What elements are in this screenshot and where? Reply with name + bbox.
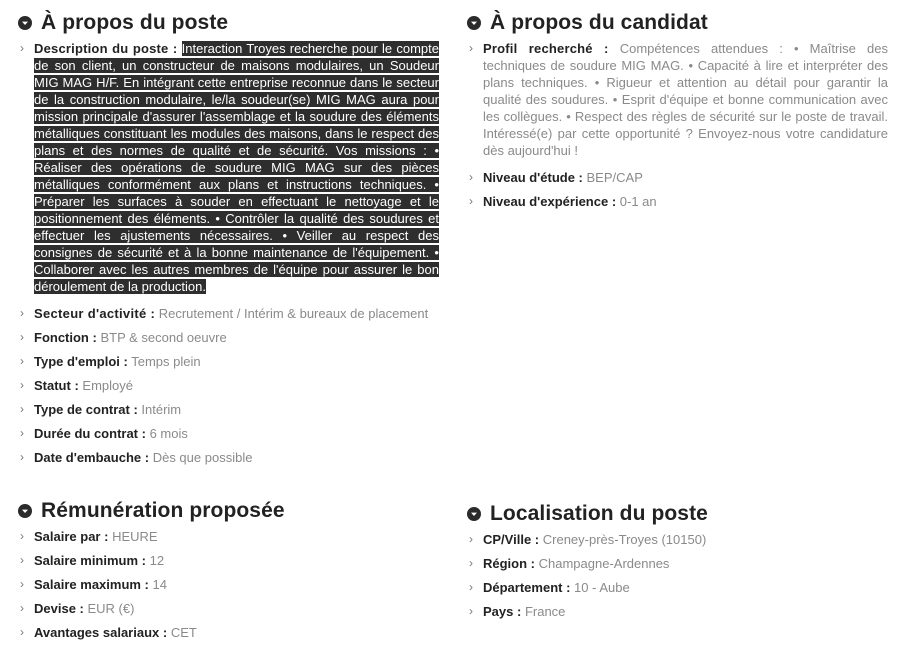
field-value-duree-contrat: 6 mois <box>149 426 188 441</box>
chevron-right-icon: › <box>20 426 24 440</box>
left-column <box>0 0 449 648</box>
field-label-region: Région : <box>483 556 535 571</box>
field-label-type-emploi: Type d'emploi : <box>34 354 128 369</box>
chevron-right-icon: › <box>20 553 24 567</box>
field-value-salaire-par: HEURE <box>112 529 158 544</box>
field-cp-ville <box>467 531 888 548</box>
chevron-right-icon: › <box>20 529 24 543</box>
caret-down-icon[interactable] <box>467 507 481 521</box>
chevron-right-icon: › <box>20 402 24 416</box>
field-fonction <box>18 329 439 346</box>
field-duree-contrat <box>18 425 439 442</box>
chevron-right-icon: › <box>20 330 24 344</box>
field-value-description[interactable]: Interaction Troyes recherche pour le compte de son client, un constructeur de maisons modulaires, un Soudeur MIG MAG H/F. En intégrant cette entreprise reconnue dans le secteur de la construction modulaire, le/la soudeur(se) MIG MAG aura pour mission principale d'assurer l'assemblage et la soudure des éléments métalliques constituant les modules des maisons, dans le respect des plans et des normes de qualité et de sécurité. Vos missions : • Réaliser des opérations de soudure MIG MAG sur des pièces métalliques conformément aux plans et instructions techniques. • Préparer les surfaces à souder en effectuant le nettoyage et le positionnement des éléments. • Contrôler la qualité des soudures et effectuer les ajustements nécessaires. • Veiller au respect des consignes de sécurité et à la bonne maintenance de l'équipement. • Collaborer avec les autres membres de l'équipe pour assurer le bon déroulement de la production. <box>34 41 439 294</box>
right-column <box>449 0 898 648</box>
field-value-profil-recherche: Compétences attendues : • Maîtrise des techniques de soudure MIG MAG. • Capacité à lire et interpréter des plans techniques. • Rigueur et attention au détail pour garantir la qualité des soudures. • Esprit d'équipe et bonne communication avec les collègues. • Respect des règles de sécurité sur le poste de travail. Intéressé(e) par cette opportunité ? Envoyez-nous votre candidature dès aujourd'hui ! <box>483 41 888 158</box>
field-label-description: Description du poste : <box>34 41 178 56</box>
field-label-profil-recherche: Profil recherché : <box>483 41 609 56</box>
field-label-avantages-salariaux: Avantages salariaux : <box>34 625 168 640</box>
section-header-location[interactable] <box>467 491 888 531</box>
field-departement <box>467 579 888 596</box>
field-label-secteur-activite: Secteur d'activité : <box>34 306 156 321</box>
field-value-type-contrat: Intérim <box>141 402 182 417</box>
field-region <box>467 555 888 572</box>
section-header-salary[interactable] <box>18 488 439 528</box>
section-header-job-about[interactable] <box>18 0 439 40</box>
field-label-cp-ville: CP/Ville : <box>483 532 540 547</box>
field-salaire-par <box>18 528 439 545</box>
field-label-duree-contrat: Durée du contrat : <box>34 426 146 441</box>
caret-down-icon[interactable] <box>18 504 32 518</box>
chevron-right-icon: › <box>469 170 473 184</box>
field-value-fonction: BTP & second oeuvre <box>100 330 227 345</box>
chevron-right-icon: › <box>20 306 24 320</box>
field-secteur-activite <box>18 305 439 322</box>
chevron-right-icon: › <box>20 41 24 55</box>
field-date-embauche <box>18 449 439 466</box>
field-niveau-experience <box>467 193 888 210</box>
field-value-cp-ville: Creney-près-Troyes (10150) <box>542 532 707 547</box>
chevron-right-icon: › <box>20 577 24 591</box>
field-label-departement: Département : <box>483 580 571 595</box>
field-value-departement: 10 - Aube <box>574 580 630 595</box>
section-job-about <box>18 0 439 466</box>
section-header-candidate-about[interactable] <box>467 0 888 40</box>
field-value-niveau-experience: 0-1 an <box>619 194 657 209</box>
field-devise <box>18 600 439 617</box>
field-type-emploi <box>18 353 439 370</box>
field-value-pays: France <box>524 604 566 619</box>
section-title-salary: Rémunération proposée <box>41 499 285 522</box>
chevron-right-icon: › <box>20 601 24 615</box>
field-label-fonction: Fonction : <box>34 330 97 345</box>
section-candidate-about <box>467 0 888 210</box>
field-value-devise: EUR (€) <box>87 601 135 616</box>
field-salaire-maximum <box>18 576 439 593</box>
chevron-right-icon: › <box>20 378 24 392</box>
field-value-avantages-salariaux: CET <box>170 625 197 640</box>
section-salary <box>18 488 439 641</box>
field-value-niveau-etude: BEP/CAP <box>586 170 643 185</box>
section-title-job-about: À propos du poste <box>41 11 229 34</box>
field-label-niveau-etude: Niveau d'étude : <box>483 170 583 185</box>
field-profil-recherche <box>467 40 888 159</box>
field-statut <box>18 377 439 394</box>
field-label-statut: Statut : <box>34 378 79 393</box>
chevron-right-icon: › <box>20 625 24 639</box>
chevron-right-icon: › <box>20 450 24 464</box>
field-label-salaire-maximum: Salaire maximum : <box>34 577 149 592</box>
field-value-type-emploi: Temps plein <box>131 354 201 369</box>
field-value-salaire-minimum: 12 <box>149 553 165 568</box>
field-value-region: Champagne-Ardennes <box>538 556 670 571</box>
field-label-niveau-experience: Niveau d'expérience : <box>483 194 617 209</box>
chevron-right-icon: › <box>469 604 473 618</box>
chevron-right-icon: › <box>20 354 24 368</box>
field-salaire-minimum <box>18 552 439 569</box>
field-label-pays: Pays : <box>483 604 522 619</box>
field-value-salaire-maximum: 14 <box>152 577 167 592</box>
field-niveau-etude <box>467 169 888 186</box>
field-type-contrat <box>18 401 439 418</box>
field-label-salaire-par: Salaire par : <box>34 529 109 544</box>
field-label-salaire-minimum: Salaire minimum : <box>34 553 146 568</box>
section-title-candidate-about: À propos du candidat <box>490 11 708 34</box>
chevron-right-icon: › <box>469 194 473 208</box>
chevron-right-icon: › <box>469 532 473 546</box>
field-avantages-salariaux <box>18 624 439 641</box>
caret-down-icon[interactable] <box>18 16 32 30</box>
field-value-date-embauche: Dès que possible <box>152 450 253 465</box>
chevron-right-icon: › <box>469 580 473 594</box>
field-pays <box>467 603 888 620</box>
chevron-right-icon: › <box>469 41 473 55</box>
field-label-devise: Devise : <box>34 601 84 616</box>
field-label-date-embauche: Date d'embauche : <box>34 450 150 465</box>
field-label-type-contrat: Type de contrat : <box>34 402 138 417</box>
section-location <box>467 491 888 620</box>
chevron-right-icon: › <box>469 556 473 570</box>
field-description <box>18 40 439 295</box>
caret-down-icon[interactable] <box>467 16 481 30</box>
field-value-secteur-activite: Recrutement / Intérim & bureaux de placement <box>158 306 429 321</box>
section-title-location: Localisation du poste <box>490 502 708 525</box>
field-value-statut: Employé <box>82 378 133 393</box>
